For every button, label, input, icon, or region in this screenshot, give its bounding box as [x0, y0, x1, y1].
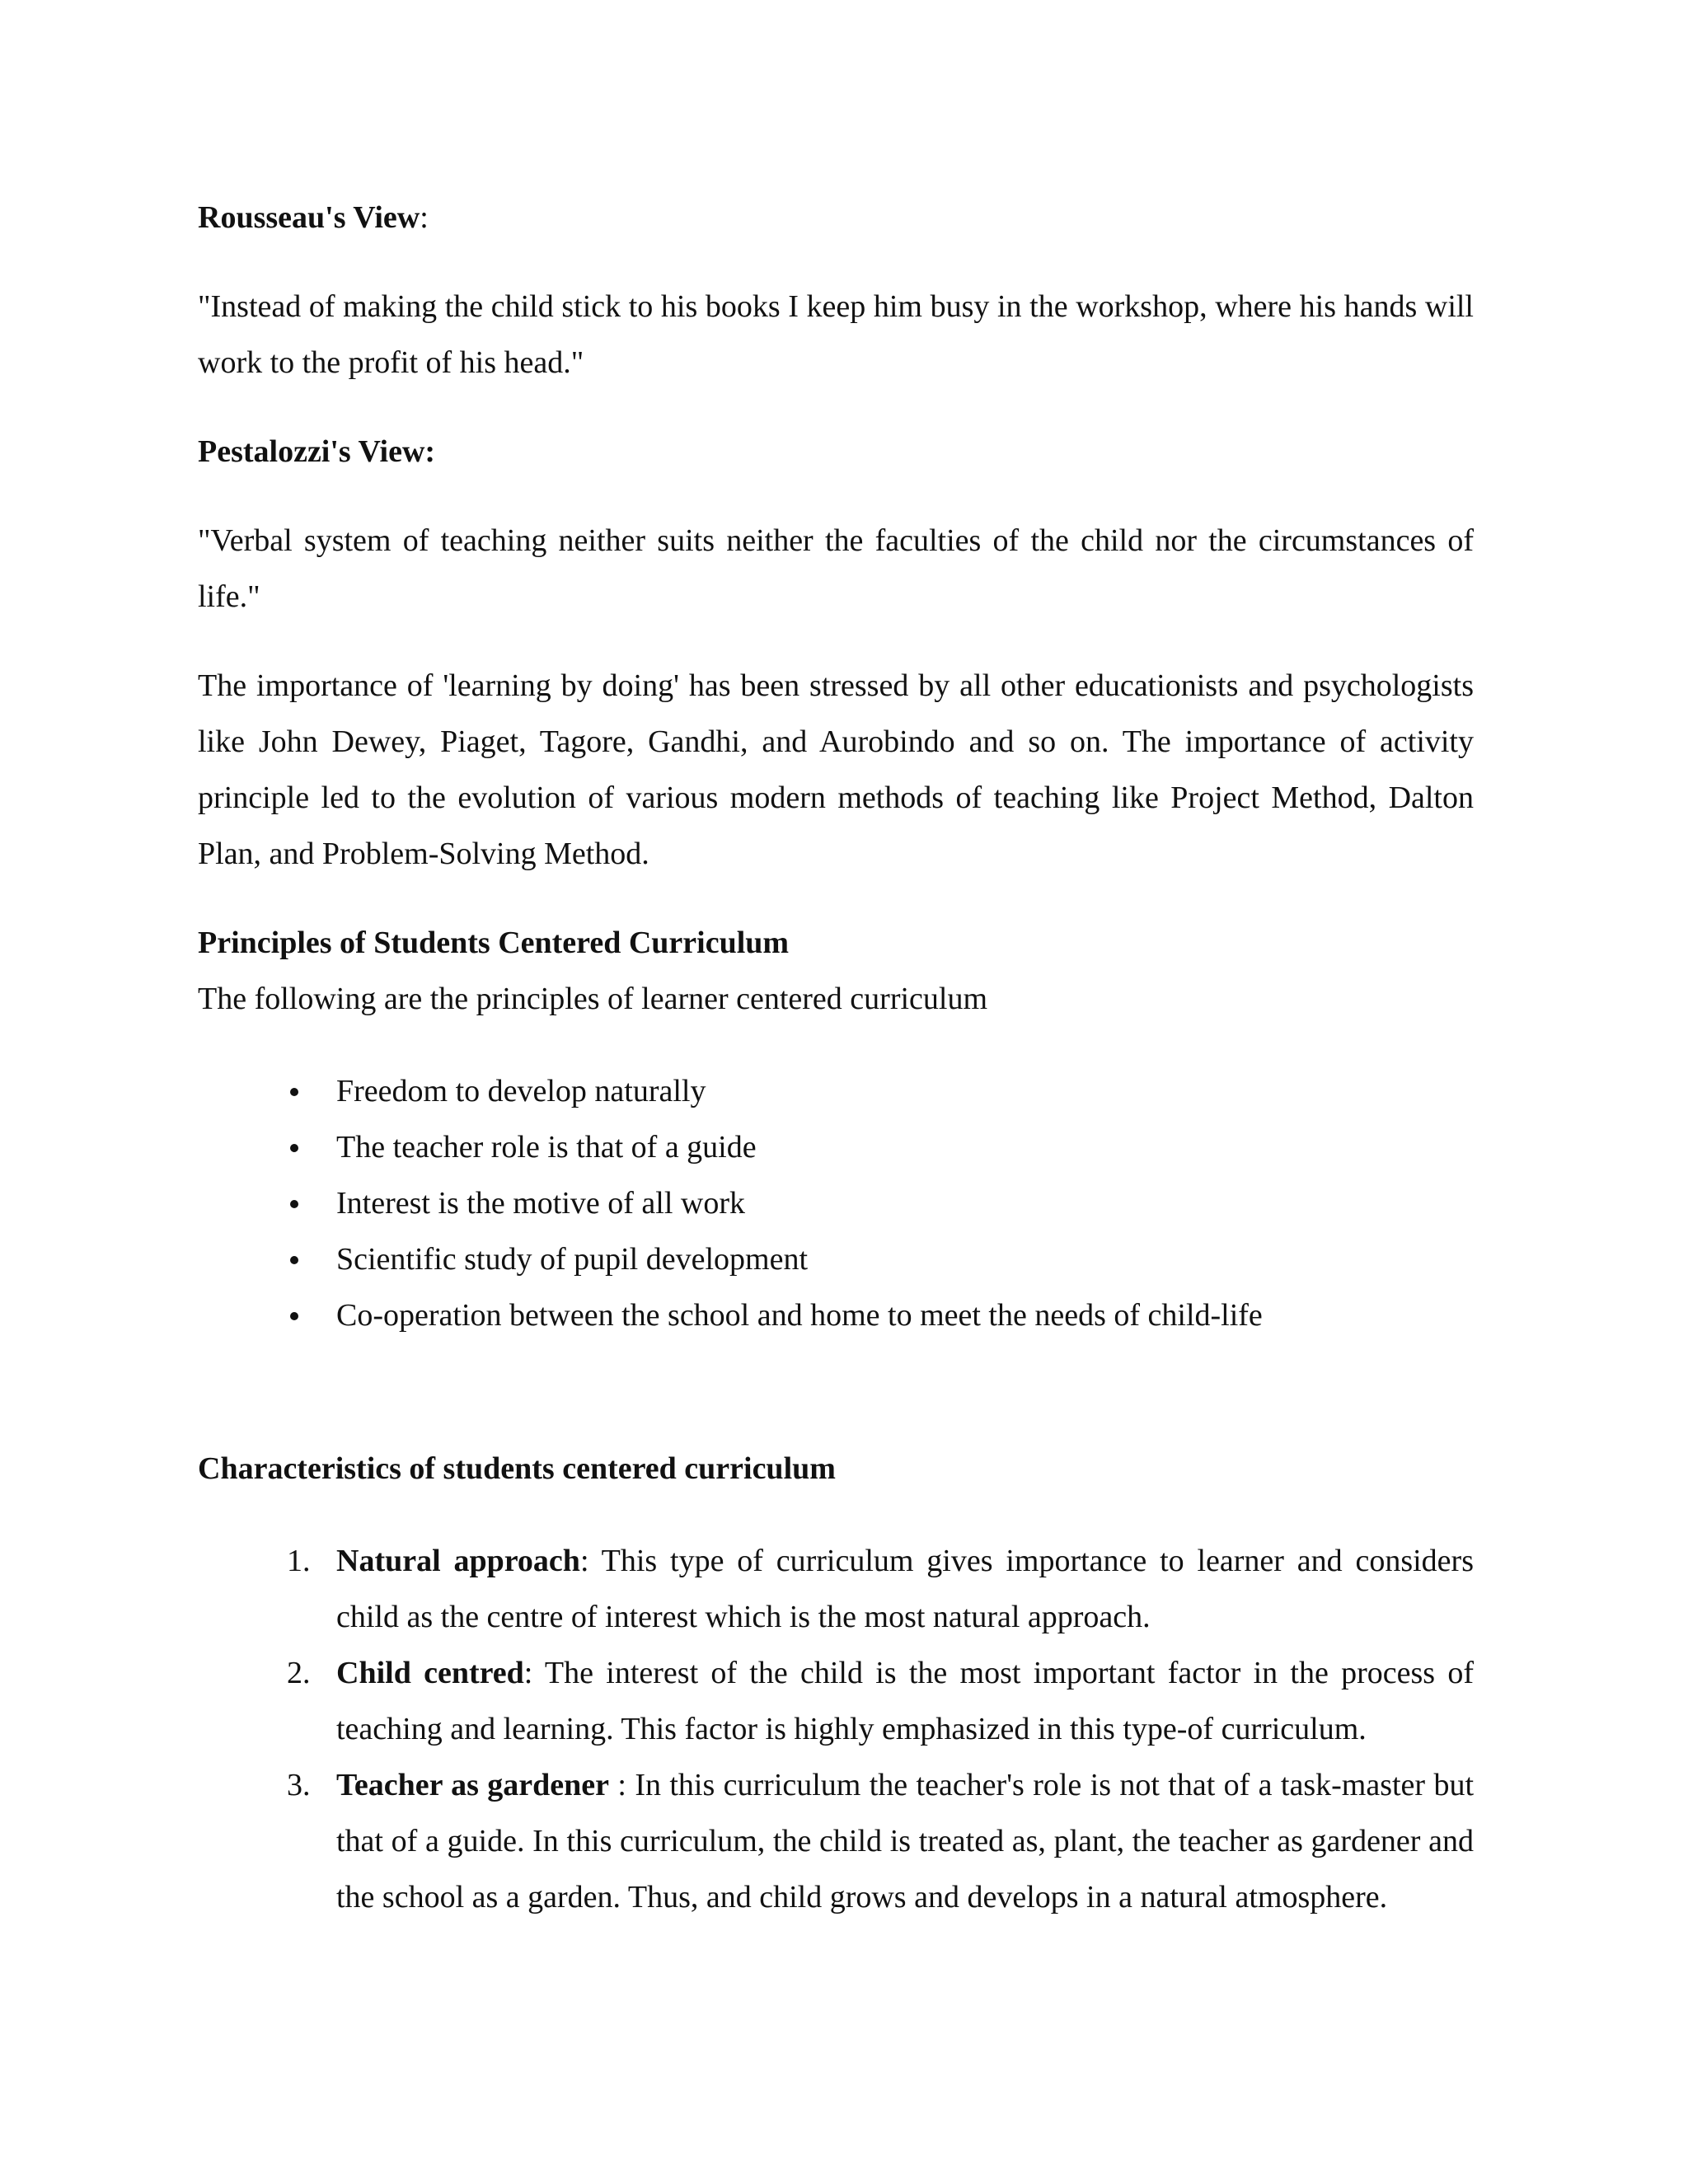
bullet-icon — [290, 1088, 298, 1096]
list-item-text: Co-operation between the school and home to meet the needs of child-life — [336, 1298, 1263, 1333]
rousseau-heading — [198, 190, 1474, 246]
list-item — [198, 1757, 1474, 1925]
list-item — [198, 1645, 1474, 1757]
rousseau-heading-colon: : — [420, 200, 429, 235]
list-item-text: : This type of curriculum gives importance to learner and considers child as the centre of interest which is the most natural approach. — [336, 1544, 1474, 1634]
list-item-term: Teacher as gardener — [336, 1768, 610, 1802]
list-item-number: 1. — [287, 1544, 311, 1578]
list-item — [198, 1287, 1474, 1343]
characteristics-list — [198, 1533, 1474, 1925]
list-item — [198, 1175, 1474, 1231]
list-item-text: Freedom to develop naturally — [336, 1074, 706, 1108]
list-item-number: 2. — [287, 1656, 311, 1690]
list-item-text: The teacher role is that of a guide — [336, 1130, 757, 1165]
bullet-icon — [290, 1312, 298, 1320]
bullet-icon — [290, 1144, 298, 1152]
list-item — [198, 1533, 1474, 1645]
document-body — [198, 190, 1474, 1925]
rousseau-quote: "Instead of making the child stick to his books I keep him busy in the workshop, where his hands will work to the profit of his head." — [198, 289, 1474, 380]
principles-list — [198, 1063, 1474, 1343]
characteristics-heading: Characteristics of students centered curriculum — [198, 1451, 836, 1486]
list-item-term: Natural approach — [336, 1544, 580, 1578]
bullet-icon — [290, 1256, 298, 1264]
list-item — [198, 1231, 1474, 1287]
list-item-text: Scientific study of pupil development — [336, 1242, 809, 1277]
list-item-text: : The interest of the child is the most important factor in the process of teaching and learning. This factor is highly emphasized in this type-of curriculum. — [336, 1656, 1474, 1746]
list-item — [198, 1063, 1474, 1119]
rousseau-heading-text: Rousseau's View — [198, 200, 420, 235]
principles-heading: Principles of Students Centered Curriculum — [198, 926, 790, 960]
list-item-text: Interest is the motive of all work — [336, 1186, 745, 1221]
principles-intro: The following are the principles of learner centered curriculum — [198, 982, 988, 1016]
bullet-icon — [290, 1200, 298, 1208]
learning-by-doing-paragraph: The importance of 'learning by doing' has been stressed by all other educationists and psychologists like John Dewey, Piaget, Tagore, Gandhi, and Aurobindo and so on. The importance of activity principle led to the evolution of various modern methods of teaching like Project Method, Dalton Plan, and Problem-Solving Method. — [198, 668, 1474, 871]
pestalozzi-quote: "Verbal system of teaching neither suits neither the faculties of the child nor the circumstances of life." — [198, 523, 1474, 614]
list-item-number: 3. — [287, 1768, 311, 1802]
list-item-term: Child centred — [336, 1656, 524, 1690]
list-item-text: : In this curriculum the teacher's role is not that of a task-master but that of a guide. In this curriculum, the child is treated as, plant, the teacher as gardener and the school as a garden. Thus, and child grows and develops in a natural atmosphere. — [336, 1768, 1475, 1915]
list-item — [198, 1119, 1474, 1175]
pestalozzi-heading: Pestalozzi's View: — [198, 434, 436, 469]
